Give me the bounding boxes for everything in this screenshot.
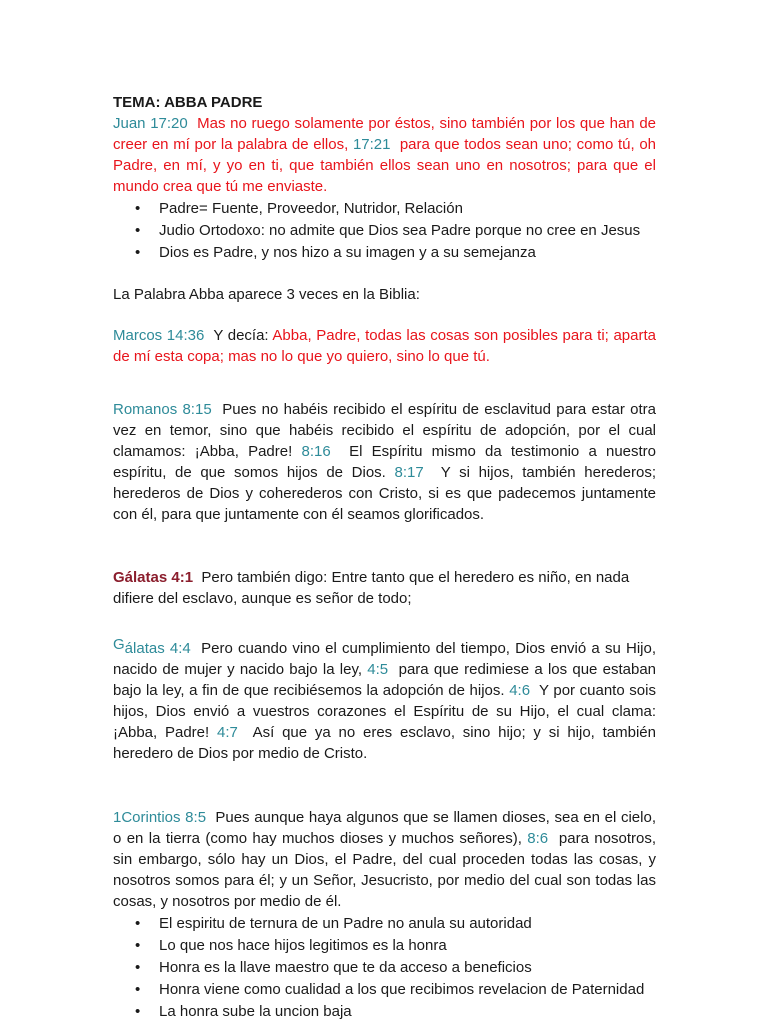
verse-ref-galatas-4-4-cap: G bbox=[113, 636, 125, 653]
list-item: • Honra viene como cualidad a los que recibimos revelacion de Paternidad bbox=[113, 979, 656, 1001]
galatas-4-4-passage bbox=[113, 638, 656, 764]
verse-ref-juan-17-20: Juan 17:20 bbox=[113, 115, 188, 132]
verse-text-galatas-4-6: Y por cuanto sois hijos, Dios envió a vuestros corazones el Espíritu de su Hijo, el cual clama: ¡Abba, Padre! bbox=[113, 682, 656, 741]
verse-ref-galatas-4-6: 4:6 bbox=[509, 682, 531, 699]
list-item: • Judio Ortodoxo: no admite que Dios sea Padre porque no cree en Jesus bbox=[113, 220, 656, 242]
bullet-list-1 bbox=[113, 198, 656, 264]
verse-ref-galatas-4-4-rest: álatas 4:4 bbox=[124, 640, 191, 657]
verse-text-juan-17-21: para que todos sean uno; como tú, oh Padre, en mí, y yo en ti, que también ellos sean uno en nosotros; para que el mundo crea que tú me enviaste. bbox=[113, 136, 657, 195]
verse-ref-corintios-8-6: 8:6 bbox=[527, 830, 549, 847]
verse-ref-romanos-8-17: 8:17 bbox=[394, 464, 424, 481]
list-item: • Lo que nos hace hijos legitimos es la honra bbox=[113, 935, 656, 957]
verse-text-galatas-4-7: Así que ya no eres esclavo, sino hijo; y si hijo, también heredero de Dios por medio de Cristo. bbox=[113, 724, 656, 762]
verse-lead-marcos: Y decía: bbox=[213, 327, 269, 344]
romanos-passage bbox=[113, 399, 656, 525]
intro-text: La Palabra Abba aparece 3 veces en la Biblia: bbox=[113, 286, 420, 303]
verse-text-corintios-8-6: para nosotros, sin embargo, sólo hay un Dios, el Padre, del cual proceden todas las cosas, y nosotros somos para él; y un Señor, Jesucristo, por medio del cual son todas las cosas, y nosotros por medio de él. bbox=[113, 830, 656, 910]
verse-ref-romanos-8-16: 8:16 bbox=[301, 443, 331, 460]
verse-text-corintios-8-5: Pues aunque haya algunos que se llamen dioses, sea en el cielo, o en la tierra (como hay muchos dioses y muchos señores), bbox=[113, 809, 656, 847]
verse-text-romanos-8-15: Pues no habéis recibido el espíritu de esclavitud para estar otra vez en temor, sino que habéis recibido el espíritu de adopción, por el cual clamamos: ¡Abba, Padre! bbox=[113, 401, 656, 460]
bullet-list-2 bbox=[113, 913, 656, 1023]
verse-ref-galatas-4-7: 4:7 bbox=[216, 724, 238, 741]
verse-text-galatas-4-1: Pero también digo: Entre tanto que el heredero es niño, en nada difiere del esclavo, aunque es señor de todo; bbox=[113, 569, 630, 607]
list-item: • La honra sube la uncion baja bbox=[113, 1001, 656, 1023]
marcos-passage bbox=[113, 325, 656, 367]
verse-text-galatas-4-5: para que redimiese a los que estaban bajo la ley, a fin de que recibiésemos la adopción de hijos. bbox=[113, 661, 657, 699]
list-item: • Padre= Fuente, Proveedor, Nutridor, Relación bbox=[113, 198, 656, 220]
list-item: • Honra es la llave maestro que te da acceso a beneficios bbox=[113, 957, 656, 979]
juan-passage bbox=[113, 113, 656, 197]
list-item: • El espiritu de ternura de un Padre no anula su autoridad bbox=[113, 913, 656, 935]
verse-text-romanos-8-17: Y si hijos, también herederos; herederos de Dios y coherederos con Cristo, si es que padecemos juntamente con él, para que juntamente con él seamos glorificados. bbox=[113, 464, 656, 523]
verse-ref-galatas-4-1: Gálatas 4:1 bbox=[113, 569, 194, 586]
corintios-passage bbox=[113, 807, 656, 912]
verse-text-romanos-8-16: El Espíritu mismo da testimonio a nuestro espíritu, de que somos hijos de Dios. bbox=[113, 443, 657, 481]
verse-ref-galatas-4-4 bbox=[113, 636, 191, 657]
verse-ref-corintios-8-5: 1Corintios 8:5 bbox=[113, 809, 207, 826]
verse-ref-galatas-4-5: 4:5 bbox=[367, 661, 389, 678]
verse-text-juan-17-20: Mas no ruego solamente por éstos, sino también por los que han de creer en mí por la palabra de ellos, bbox=[113, 115, 656, 153]
verse-ref-juan-17-21: 17:21 bbox=[352, 136, 391, 153]
galatas-4-1-passage bbox=[113, 567, 656, 609]
page-title: TEMA: ABBA PADRE bbox=[113, 94, 263, 111]
verse-ref-marcos: Marcos 14:36 bbox=[113, 327, 205, 344]
verse-ref-romanos-8-15: Romanos 8:15 bbox=[113, 401, 212, 418]
list-item: • Dios es Padre, y nos hizo a su imagen y a su semejanza bbox=[113, 242, 656, 264]
verse-text-galatas-4-4: Pero cuando vino el cumplimiento del tiempo, Dios envió a su Hijo, nacido de mujer y nacido bajo la ley, bbox=[113, 640, 656, 678]
verse-quote-marcos: Abba, Padre, todas las cosas son posibles para ti; aparta de mí esta copa; mas no lo que yo quiero, sino lo que tú. bbox=[113, 327, 656, 365]
document-content bbox=[113, 92, 656, 1023]
